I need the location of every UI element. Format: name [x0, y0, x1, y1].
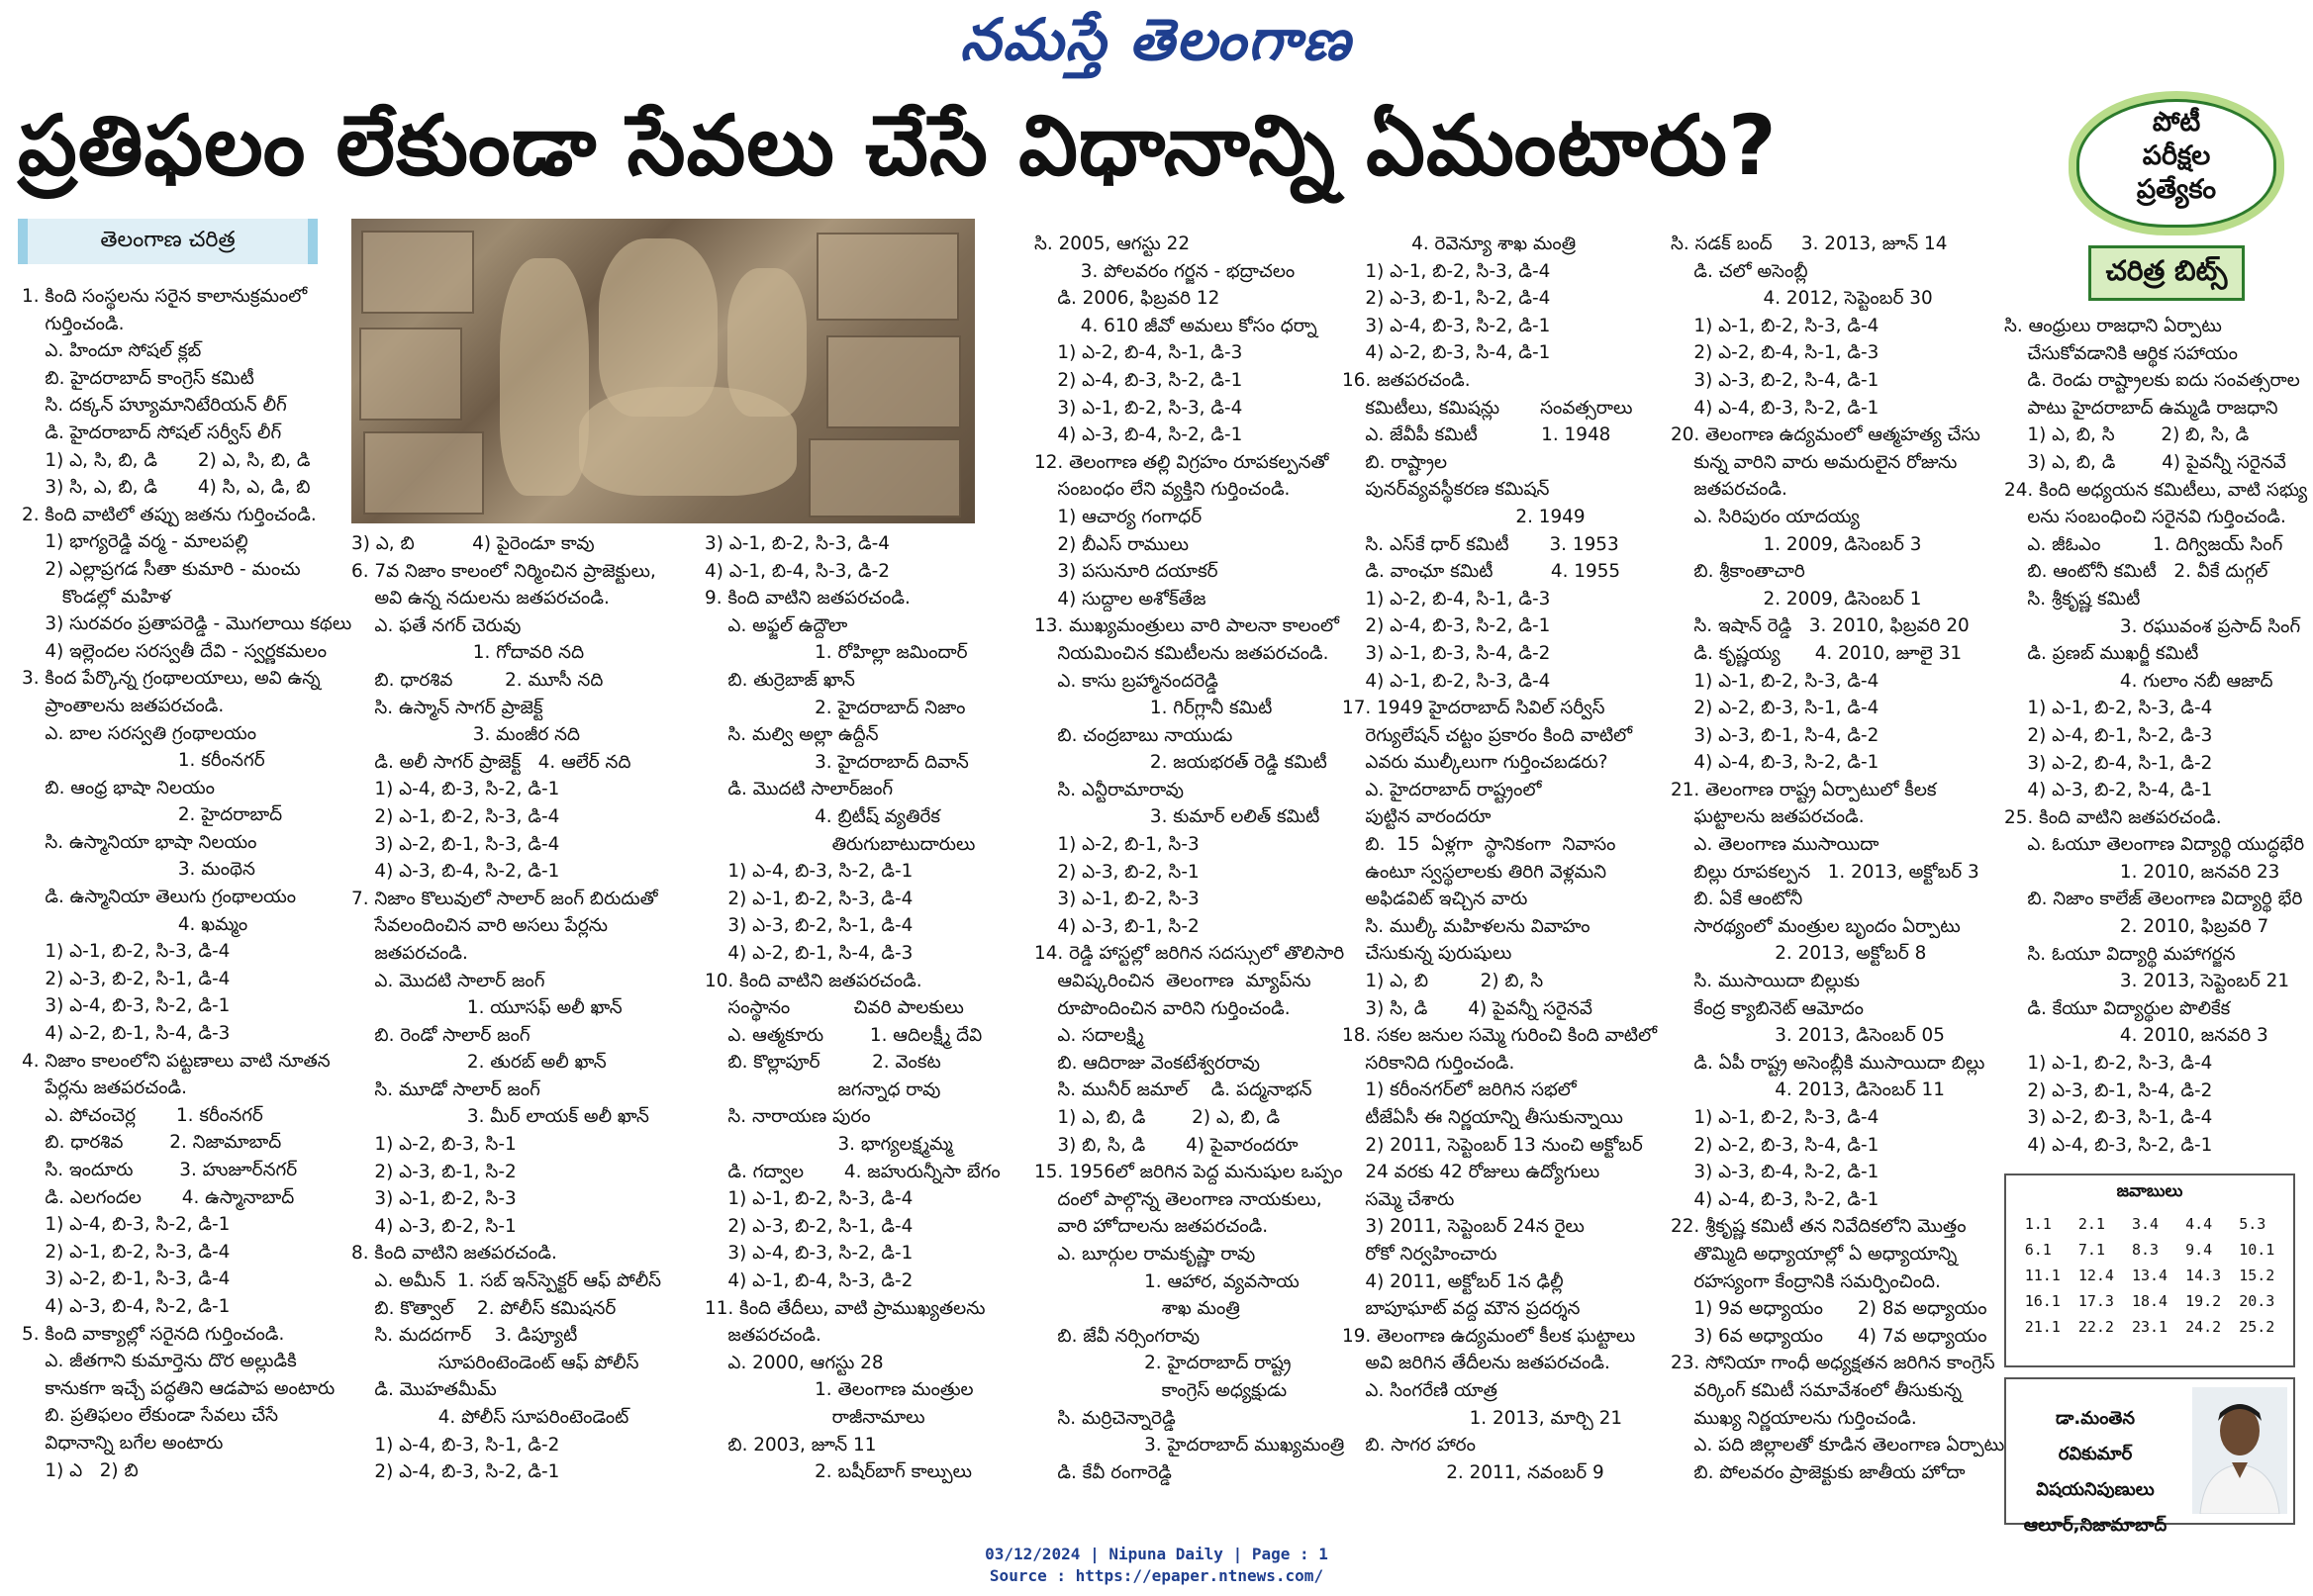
badge-line-1: పోటీ [2152, 107, 2201, 138]
answer-cell: 12.4 [2077, 1267, 2114, 1284]
author-box [2004, 1377, 2295, 1536]
masthead-logo: నమస్తే తెలంగాణ [960, 6, 1352, 73]
answer-cell: 22.2 [2077, 1318, 2114, 1336]
answer-key [2004, 1174, 2295, 1367]
footer-date: 03/12/2024 | Nipuna Daily | Page : 1 [985, 1545, 1328, 1563]
column-3: 3) ఎ-1, బి-2, సి-3, డి-4 4) ఎ-1, బి-4, సి-3, డి-2 9. కింది వాటిని జతపరచండి. ఎ. అఫ్జల్ ఉద్దౌలా 1. రోహిల్లా జమిందార్ బి. తుర్రెబాజ్ ఖాన్ 2. హైదరాబాద్ నిజాం సి. మల్వి అల్లా ఉద్దీన్ 3. హైదరాబాద్ దివాన్ డి. మొదటి సాలార్‌జంగ్ 4. బ్రిటీష్ వ్యతిరేక తిరుగుబాటుదారులు 1) ఎ-4, బి-3, సి-2, డి-1 2) ఎ-1, బి-2, సి-3, డి-4 3) ఎ-3, బి-2, సి-1, డి-4 4) ఎ-2, బి-1, సి-4, డి-3 10. కింది వాటిని జతపరచండి. సంస్థానం చివరి పాలకులు ఎ. ఆత్మకూరు 1. ఆదిలక్ష్మీ దేవి బి. కొల్లాపూర్ 2. వెంకట జగన్నాధ రావు సి. నారాయణ పురం 3. భాగ్యలక్ష్మమ్మ డి. గద్వాల 4. జహురున్నీసా బేగం 1) ఎ-1, బి-2, సి-3, డి-4 2) ఎ-3, బి-2, సి-1, డి-4 3) ఎ-4, బి-3, సి-2, డి-1 4) ఎ-1, బి-4, సి-3, డి-2 11. కింది తేదీలు, వాటి ప్రాముఖ్యతలను జతపరచండి. ఎ. 2000, ఆగస్టు 28 1. తెలంగాణ మంత్రుల రాజీనామాలు బి. 2003, జూన్ 11 2. బషీర్‌బాగ్ కాల్పులు [705, 533, 1001, 1483]
answer-table [2016, 1211, 2284, 1340]
answer-cell: 20.3 [2239, 1292, 2275, 1310]
table-row [2016, 1314, 2284, 1340]
badge-line-3: ప్రత్యేకం [2136, 174, 2217, 205]
answer-cell: 1.1 [2024, 1215, 2052, 1233]
answer-cell: 2.1 [2077, 1215, 2105, 1233]
column-1: 1. కింది సంస్థలను సరైన కాలానుక్రమంలో గుర్తించండి. ఎ. హిందూ సోషల్ క్లబ్ బి. హైదరాబాద్ కాంగ్రెస్ కమిటీ సి. దక్కన్ హ్యూమానిటేరియన్ లీగ్ డి. హైదరాబాద్ సోషల్ సర్వీస్ లీగ్ 1) ఎ, సి, బి, డి 2) ఎ, సి, బి, డి 3) సి, ఎ, బి, డి 4) సి, ఎ, డి, బి 2. కింది వాటిలో తప్పు జతను గుర్తించండి. 1) భాగ్యరెడ్డి వర్మ - మాలపల్లి 2) ఎల్లాప్రగడ సీతా కుమారి - మంచు కొండల్లో మహిళ 3) సురవరం ప్రతాపరెడ్డి - మొగలాయి కథలు 4) ఇల్లెందల సరస్వతీ దేవి - స్వర్ణకమలం 3. కింద పేర్కొన్న గ్రంథాలయాలు, అవి ఉన్న ప్రాంతాలను జతపరచండి. ఎ. బాల సరస్వతి గ్రంథాలయం 1. కరీంనగర్ బి. ఆంధ్ర భాషా నిలయం 2. హైదరాబాద్ సి. ఉస్మానియా భాషా నిలయం 3. మంథెన డి. ఉస్మానియా తెలుగు గ్రంథాలయం 4. ఖమ్మం 1) ఎ-1, బి-2, సి-3, డి-4 2) ఎ-3, బి-2, సి-1, డి-4 3) ఎ-4, బి-3, సి-2, డి-1 4) ఎ-2, బి-1, సి-4, డి-3 4. నిజాం కాలంలోని పట్టణాలు వాటి నూతన పేర్లను జతపరచండి. ఎ. పోచంచెర్ల 1. కరీంనగర్ బి. ధారశివ 2. నిజామాబాద్ సి. ఇందూరు 3. హుజూర్‌నగర్ డి. ఎలగందల 4. ఉస్మానాబాద్ 1) ఎ-4, బి-3, సి-2, డి-1 2) ఎ-1, బి-2, సి-3, డి-4 3) ఎ-2, బి-1, సి-3, డి-4 4) ఎ-3, బి-4, సి-2, డి-1 5. కింది వాక్యాల్లో సరైనది గుర్తించండి. ఎ. జీతగాని కుమార్తెను దొర అల్లుడికి కానుకగా ఇచ్చే పద్ధతిని ఆడపాప అంటారు బి. ప్రతిఫలం లేకుండా సేవలు చేసే విధానాన్ని బగేల అంటారు 1) ఎ 2) బి [22, 286, 352, 1481]
person-icon [2192, 1387, 2287, 1514]
author-location: ఆలూర్,నిజామాబాద్ [2023, 1515, 2168, 1536]
answer-cell: 24.2 [2185, 1318, 2222, 1336]
table-row [2016, 1288, 2284, 1314]
answer-cell: 8.3 [2131, 1241, 2160, 1259]
answer-cell: 6.1 [2024, 1241, 2052, 1259]
answer-cell: 15.2 [2239, 1267, 2275, 1284]
answer-key-title: జవాబులు [2116, 1181, 2183, 1201]
column-7: సి. ఆంధ్రులు రాజధాని ఏర్పాటు చేసుకోవడానికి ఆర్థిక సహాయం డి. రెండు రాష్ట్రాలకు ఐదు సంవత్సరాల పాటు హైదరాబాద్ ఉమ్మడి రాజధాని 1) ఎ, బి, సి 2) బి, సి, డి 3) ఎ, బి, డి 4) పైవన్నీ సరైనవే 24. కింది అధ్యయన కమిటీలు, వాటి సభ్యు లను సంబంధించి సరైనవి గుర్తించండి. ఎ. జీఓఎం 1. దిగ్విజయ్ సింగ్ బి. ఆంటోనీ కమిటీ 2. వీకే దుగ్గల్ సి. శ్రీకృష్ణ కమిటీ 3. రఘువంశ ప్రసాద్ సింగ్ డి. ప్రణబ్ ముఖర్జీ కమిటీ 4. గులాం నబీ ఆజాద్ 1) ఎ-1, బి-2, సి-3, డి-4 2) ఎ-4, బి-1, సి-2, డి-3 3) ఎ-2, బి-4, సి-1, డి-2 4) ఎ-3, బి-2, సి-4, డి-1 25. కింది వాటిని జతపరచండి. ఎ. ఓయూ తెలంగాణ విద్యార్థి యుద్ధభేరి 1. 2010, జనవరి 23 బి. నిజాం కాలేజ్ తెలంగాణ విద్యార్థి భేరి 2. 2010, ఫిబ్రవరి 7 సి. ఓయూ విద్యార్థి మహాగర్జన 3. 2013, సెప్టెంబర్ 21 డి. కేయూ విద్యార్థుల పొలికేక 4. 2010, జనవరి 3 1) ఎ-1, బి-2, సి-3, డి-4 2) ఎ-3, బి-1, సి-4, డి-2 3) ఎ-2, బి-3, సి-1, డి-4 4) ఎ-4, బి-3, సి-2, డి-1 [2004, 316, 2308, 1156]
section-label: తెలంగాణ చరిత్ర [18, 219, 318, 264]
answer-cell: 21.1 [2024, 1318, 2061, 1336]
table-row [2016, 1211, 2284, 1237]
answer-cell: 17.3 [2077, 1292, 2114, 1310]
answer-cell: 19.2 [2185, 1292, 2222, 1310]
column-4: సి. 2005, ఆగస్టు 22 3. పోలవరం గర్జన - భద్రాచలం డి. 2006, ఫిబ్రవరి 12 4. 610 జీవో అమలు కోసం ధర్నా 1) ఎ-2, బి-4, సి-1, డి-3 2) ఎ-4, బి-3, సి-2, డి-1 3) ఎ-1, బి-2, సి-3, డి-4 4) ఎ-3, బి-4, సి-2, డి-1 12. తెలంగాణ తల్లి విగ్రహం రూపకల్పనతో సంబంధం లేని వ్యక్తిని గుర్తించండి. 1) ఆచార్య గంగాధర్ 2) బీఎస్ రాములు 3) పసునూరి దయాకర్ 4) సుద్దాల అశోక్‌తేజ 13. ముఖ్యమంత్రులు వారి పాలనా కాలంలో నియమించిన కమిటీలను జతపరచండి. ఎ. కాసు బ్రహ్మానందరెడ్డి 1. గిర్‌గ్లానీ కమిటీ బి. చంద్రబాబు నాయుడు 2. జయభరత్ రెడ్డి కమిటీ సి. ఎన్టీరామారావు 3. కుమార్ లలిత్ కమిటీ 1) ఎ-2, బి-1, సి-3 2) ఎ-3, బి-2, సి-1 3) ఎ-1, బి-2, సి-3 4) ఎ-3, బి-1, సి-2 14. రెడ్డి హాస్టల్లో జరిగిన సదస్సులో తొలిసారి ఆవిష్కరించిన తెలంగాణ మ్యాప్‌ను రూపొందించిన వారిని గుర్తించండి. ఎ. సదాలక్ష్మి బి. ఆదిరాజు వెంకటేశ్వరరావు సి. మునీర్ జమాల్ డి. పద్మనాభన్ 1) ఎ, బి, డి 2) ఎ, బి, డి 3) బి, సి, డి 4) పైవారందరూ 15. 1956లో జరిగిన పెద్ద మనుషుల ఒప్పం దంలో పాల్గొన్న తెలంగాణ నాయకులు, వారి హోదాలను జతపరచండి. ఎ. బూర్గుల రామకృష్ణా రావు 1. ఆహార, వ్యవసాయ శాఖ మంత్రి బి. జేవీ నర్సింగరావు 2. హైదరాబాద్ రాష్ట్ర కాంగ్రెస్ అధ్యక్షుడు సి. మర్రిచెన్నారెడ్డి 3. హైదరాబాద్ ముఖ్యమంత్రి డి. కేవీ రంగారెడ్డి [1034, 234, 1345, 1483]
sculpture-photo [351, 219, 975, 523]
answer-cell: 11.1 [2024, 1267, 2061, 1284]
history-bits-label: చరిత్ర బిట్స్ [2088, 245, 2245, 301]
answer-cell: 14.3 [2185, 1267, 2222, 1284]
author-name: డా.మంతెన రవికుమార్ [2055, 1408, 2135, 1464]
column-2: 3) ఎ, బి 4) పైరెండూ కావు 6. 7వ నిజాం కాలంలో నిర్మించిన ప్రాజెక్టులు, అవి ఉన్న నదులను జతపరచండి. ఎ. ఫతే నగర్ చెరువు 1. గోదావరి నది బి. ధారశివ 2. మూసీ నది సి. ఉస్మాన్ సాగర్ ప్రాజెక్ట్ 3. మంజీర నది డి. అలీ సాగర్ ప్రాజెక్ట్ 4. ఆలేర్ నది 1) ఎ-4, బి-3, సి-2, డి-1 2) ఎ-1, బి-2, సి-3, డి-4 3) ఎ-2, బి-1, సి-3, డి-4 4) ఎ-3, బి-4, సి-2, డి-1 7. నిజాం కొలువులో సాలార్ జంగ్ బిరుదుతో సేవలందించిన వారి అసలు పేర్లను జతపరచండి. ఎ. మొదటి సాలార్ జంగ్ 1. యూసఫ్ అలీ ఖాన్ బి. రెండో సాలార్ జంగ్ 2. తురబ్ అలీ ఖాన్ సి. మూడో సాలార్ జంగ్ 3. మీర్ లాయక్ అలీ ఖాన్ 1) ఎ-2, బి-3, సి-1 2) ఎ-3, బి-1, సి-2 3) ఎ-1, బి-2, సి-3 4) ఎ-3, బి-2, సి-1 8. కింది వాటిని జతపరచండి. ఎ. అమీన్ 1. సబ్ ఇన్‌స్పెక్టర్ ఆఫ్ పోలీస్ బి. కొత్వాల్ 2. పోలీస్ కమిషనర్ సి. మదదగార్ 3. డిప్యూటీ సూపరింటెండెంట్ ఆఫ్ పోలీస్ డి. మొహతమీమ్ 4. పోలీస్ సూపరింటెండెంట్ 1) ఎ-4, బి-3, సి-1, డి-2 2) ఎ-4, బి-3, సి-2, డి-1 [351, 533, 662, 1483]
answer-cell: 25.2 [2239, 1318, 2275, 1336]
author-photo [2192, 1387, 2287, 1514]
headline: ప్రతిఫలం లేకుండా సేవలు చేసే విధానాన్ని ఏమంటారు? [18, 97, 1778, 194]
answer-cell: 5.3 [2239, 1215, 2266, 1233]
table-row [2016, 1237, 2284, 1263]
column-6: సి. సడక్ బంద్ 3. 2013, జూన్ 14 డి. చలో అసెంబ్లీ 4. 2012, సెప్టెంబర్ 30 1) ఎ-1, బి-2, సి-3, డి-4 2) ఎ-2, బి-4, సి-1, డి-3 3) ఎ-3, బి-2, సి-4, డి-1 4) ఎ-4, బి-3, సి-2, డి-1 20. తెలంగాణ ఉద్యమంలో ఆత్మహత్య చేసు కున్న వారిని వారు అమరులైన రోజును జతపరచండి. ఎ. సిరిపురం యాదయ్య 1. 2009, డిసెంబర్ 3 బి. శ్రీకాంతాచారి 2. 2009, డిసెంబర్ 1 సి. ఇషాన్ రెడ్డి 3. 2010, ఫిబ్రవరి 20 డి. కృష్ణయ్య 4. 2010, జూలై 31 1) ఎ-1, బి-2, సి-3, డి-4 2) ఎ-2, బి-3, సి-1, డి-4 3) ఎ-3, బి-1, సి-4, డి-2 4) ఎ-4, బి-3, సి-2, డి-1 21. తెలంగాణ రాష్ట్ర ఏర్పాటులో కీలక ఘట్టాలను జతపరచండి. ఎ. తెలంగాణ ముసాయిదా బిల్లు రూపకల్పన 1. 2013, అక్టోబర్ 3 బి. ఏకే ఆంటోనీ సారథ్యంలో మంత్రుల బృందం ఏర్పాటు 2. 2013, అక్టోబర్ 8 సి. ముసాయిదా బిల్లుకు కేంద్ర క్యాబినెట్ ఆమోదం 3. 2013, డిసెంబర్ 05 డి. ఏపీ రాష్ట్ర అసెంబ్లీకి ముసాయిదా బిల్లు 4. 2013, డిసెంబర్ 11 1) ఎ-1, బి-2, సి-3, డి-4 2) ఎ-2, బి-3, సి-4, డి-1 3) ఎ-3, బి-4, సి-2, డి-1 4) ఎ-4, బి-3, సి-2, డి-1 22. శ్రీకృష్ణ కమిటీ తన నివేదికలోని మొత్తం తొమ్మిది అధ్యాయాల్లో ఏ అధ్యాయాన్ని రహస్యంగా కేంద్రానికి సమర్పించింది. 1) 9వ అధ్యాయం 2) 8వ అధ్యాయం 3) 6వ అధ్యాయం 4) 7వ అధ్యాయం 23. సోనియా గాంధీ అధ్యక్షతన జరిగిన కాంగ్రెస్ వర్కింగ్ కమిటీ సమావేశంలో తీసుకున్న ముఖ్య నిర్ణయాలను గుర్తించండి. ఎ. పది జిల్లాలతో కూడిన తెలంగాణ ఏర్పాటు బి. పోలవరం ప్రాజెక్టుకు జాతీయ హోదా [1671, 234, 2005, 1483]
answer-cell: 9.4 [2185, 1241, 2213, 1259]
special-badge [2076, 99, 2276, 228]
answer-cell: 4.4 [2185, 1215, 2213, 1233]
badge-line-2: పరీక్షల [2142, 141, 2211, 171]
answer-cell: 10.1 [2239, 1241, 2275, 1259]
answer-cell: 16.1 [2024, 1292, 2061, 1310]
author-title: విషయనిపుణులు [2036, 1479, 2155, 1500]
answer-cell: 18.4 [2131, 1292, 2168, 1310]
column-5: 4. రెవెన్యూ శాఖ మంత్రి 1) ఎ-1, బి-2, సి-3, డి-4 2) ఎ-3, బి-1, సి-2, డి-4 3) ఎ-4, బి-3, సి-2, డి-1 4) ఎ-2, బి-3, సి-4, డి-1 16. జతపరచండి. కమిటీలు, కమిషన్లు సంవత్సరాలు ఎ. జేవీపీ కమిటీ 1. 1948 బి. రాష్ట్రాల పునర్‌వ్యవస్థీకరణ కమిషన్ 2. 1949 సి. ఎస్‌కే ధార్ కమిటీ 3. 1953 డి. వాంఛూ కమిటీ 4. 1955 1) ఎ-2, బి-4, సి-1, డి-3 2) ఎ-4, బి-3, సి-2, డి-1 3) ఎ-1, బి-3, సి-4, డి-2 4) ఎ-1, బి-2, సి-3, డి-4 17. 1949 హైదరాబాద్ సివిల్ సర్వీస్ రెగ్యులేషన్ చట్టం ప్రకారం కింది వాటిలో ఎవరు ముల్కీలుగా గుర్తించబడరు? ఎ. హైదరాబాద్ రాష్ట్రంలో పుట్టిన వారందరూ బి. 15 ఏళ్లగా స్థానికంగా నివాసం ఉంటూ స్వస్థలాలకు తిరిగి వెళ్లమని అఫిడవిట్ ఇచ్చిన వారు సి. ముల్కీ మహిళలను వివాహం చేసుకున్న పురుషులు 1) ఎ, బి 2) బి, సి 3) సి, డి 4) పైవన్నీ సరైనవే 18. సకల జనుల సమ్మె గురించి కింది వాటిలో సరికానిది గుర్తించండి. 1) కరీంనగర్‌లో జరిగిన సభలో టీజేఏసీ ఈ నిర్ణయాన్ని తీసుకున్నాయి 2) 2011, సెప్టెంబర్ 13 నుంచి అక్టోబర్ 24 వరకు 42 రోజులు ఉద్యోగులు సమ్మె చేశారు 3) 2011, సెప్టెంబర్ 24న రైలు రోకో నిర్వహించారు 4) 2011, అక్టోబర్ 1న ఢిల్లీ బాపూఘాట్ వద్ద మౌన ప్రదర్శన 19. తెలంగాణ ఉద్యమంలో కీలక ఘట్టాలు అవి జరిగిన తేదీలను జతపరచండి. ఎ. సింగరేణి యాత్ర 1. 2013, మార్చి 21 బి. సాగర హారం 2. 2011, నవంబర్ 9 [1342, 234, 1658, 1483]
answer-cell: 23.1 [2131, 1318, 2168, 1336]
table-row [2016, 1263, 2284, 1288]
footer-source: Source : https://epaper.ntnews.com/ [989, 1566, 1324, 1585]
answer-cell: 13.4 [2131, 1267, 2168, 1284]
answer-cell: 3.4 [2131, 1215, 2160, 1233]
answer-cell: 7.1 [2077, 1241, 2105, 1259]
author-credit [2016, 1401, 2174, 1544]
